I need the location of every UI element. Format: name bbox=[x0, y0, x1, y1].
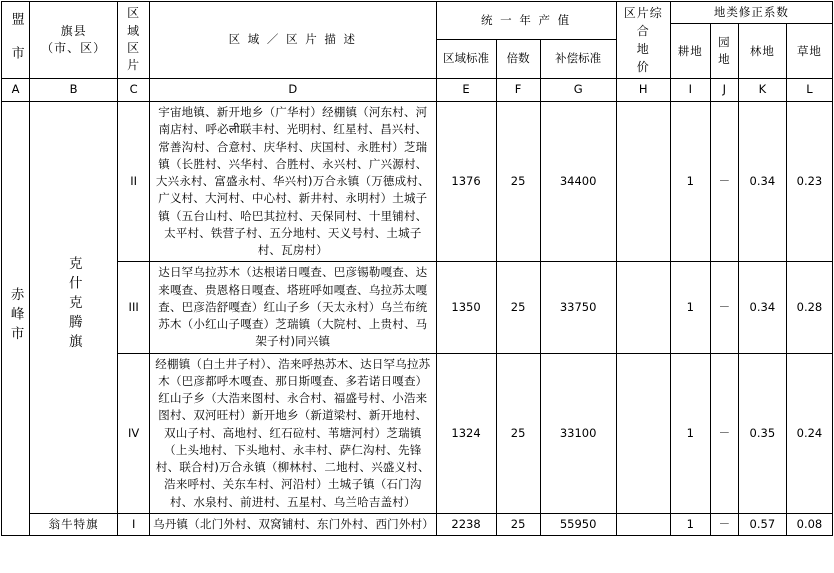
header-garden: 园地 bbox=[710, 24, 738, 79]
row-comprehensive-price bbox=[616, 353, 670, 513]
header-county bbox=[30, 2, 118, 79]
letter-b: B bbox=[30, 79, 118, 102]
row-multiple: 25 bbox=[496, 513, 540, 535]
table-row bbox=[2, 102, 833, 262]
row-garden: － bbox=[710, 353, 738, 513]
letter-g: G bbox=[540, 79, 616, 102]
row-multiple: 25 bbox=[496, 353, 540, 513]
letter-f: F bbox=[496, 79, 540, 102]
letter-a: A bbox=[2, 79, 30, 102]
row-county: 翁牛特旗 bbox=[30, 513, 118, 535]
row-area-standard: 1376 bbox=[436, 102, 496, 262]
header-row-top bbox=[2, 2, 833, 24]
row-city-label: 赤峰市 bbox=[7, 286, 24, 346]
row-comprehensive-price bbox=[616, 513, 670, 535]
header-land-coefficients: 地类修正系数 bbox=[670, 2, 832, 24]
row-county bbox=[30, 102, 118, 514]
row-multiple: 25 bbox=[496, 262, 540, 353]
letter-d: D bbox=[150, 79, 436, 102]
header-cultivated: 耕地 bbox=[670, 24, 710, 79]
row-county-label: 克什克腾旗 bbox=[65, 256, 82, 354]
table-row bbox=[2, 262, 833, 353]
row-forest: 0.35 bbox=[738, 353, 786, 513]
row-zone: II bbox=[118, 102, 150, 262]
header-zone bbox=[118, 2, 150, 79]
row-zone: IV bbox=[118, 353, 150, 513]
letter-i: I bbox=[670, 79, 710, 102]
row-compensation-standard: 34400 bbox=[540, 102, 616, 262]
row-cultivated: 1 bbox=[670, 262, 710, 353]
row-zone: I bbox=[118, 513, 150, 535]
row-garden: － bbox=[710, 262, 738, 353]
header-city-label: 盟 市 bbox=[8, 12, 24, 63]
letter-h: H bbox=[616, 79, 670, 102]
header-county-line1: 旗县 bbox=[60, 23, 87, 38]
row-grass: 0.28 bbox=[786, 262, 832, 353]
land-compensation-table bbox=[1, 1, 833, 536]
header-multiple: 倍数 bbox=[496, 39, 540, 79]
row-comprehensive-price bbox=[616, 262, 670, 353]
table-row bbox=[2, 513, 833, 535]
row-cultivated: 1 bbox=[670, 353, 710, 513]
row-compensation-standard: 33750 bbox=[540, 262, 616, 353]
row-area-standard: 1350 bbox=[436, 262, 496, 353]
row-compensation-standard: 55950 bbox=[540, 513, 616, 535]
header-compensation-standard: 补偿标准 bbox=[540, 39, 616, 79]
header-area-standard: 区域标准 bbox=[436, 39, 496, 79]
row-grass: 0.24 bbox=[786, 353, 832, 513]
column-letter-row bbox=[2, 79, 833, 102]
header-description: 区 域 ／ 区 片 描 述 bbox=[150, 2, 436, 79]
row-description: 乌丹镇（北门外村、双窝铺村、东门外村、西门外村） bbox=[150, 513, 436, 535]
header-comprehensive-price-line1: 区片综合 bbox=[623, 6, 663, 38]
letter-l: L bbox=[786, 79, 832, 102]
row-grass: 0.23 bbox=[786, 102, 832, 262]
header-county-line2: （市、区） bbox=[41, 41, 107, 55]
header-forest: 林地 bbox=[738, 24, 786, 79]
row-comprehensive-price bbox=[616, 102, 670, 262]
row-description: 达日罕乌拉苏木（达根诺日嘎查、巴彦锡勒嘎查、达来嘎查、贵恩格日嘎查、塔班呼如嘎查、乌拉苏太嘎查、巴彦浩舒嘎查）红山子乡（天太永村）乌兰布统苏木（小红山子嘎查）芝瑞镇（大院村、上贵村、马架子村)同兴镇 bbox=[150, 262, 436, 353]
row-forest: 0.57 bbox=[738, 513, 786, 535]
header-zone-line2: 区片 bbox=[127, 41, 141, 73]
row-forest: 0.34 bbox=[738, 102, 786, 262]
header-zone-line1: 区域 bbox=[127, 6, 141, 38]
row-cultivated: 1 bbox=[670, 102, 710, 262]
header-comprehensive-price-line2: 地 bbox=[636, 42, 650, 56]
row-forest: 0.34 bbox=[738, 262, 786, 353]
row-city bbox=[2, 102, 30, 536]
row-multiple: 25 bbox=[496, 102, 540, 262]
row-description: 经棚镇（白土井子村）、浩来呼热苏木、达日罕乌拉苏木（巴彦都呼木嘎查、那日斯嘎查、多若诺日嘎查）红山子乡（大浩来图村、永合村、福盛号村、小浩来图村、双河旺村）新开地乡（新道梁村、新开地村、双山子村、高地村、红石砬村、苇塘河村）芝瑞镇（上头地村、下头地村、永丰村、萨仁沟村、先锋村、联合村)万合永镇（柳林村、二地村、兴盛义村、浩来呼村、关东车村、河沿村）土城子镇（石门沟村、水泉村、前进村、五星村、乌兰哈吉盖村） bbox=[150, 353, 436, 513]
row-garden: － bbox=[710, 102, 738, 262]
header-unified-yield: 统 一 年 产 值 bbox=[436, 2, 616, 40]
header-grass: 草地 bbox=[786, 24, 832, 79]
row-description: 宇宙地镇、新开地乡（广华村）经棚镇（河东村、河南店村、呼必ली联丰村、光明村、红星村、昌兴村、常善沟村、合意村、庆华村、庆国村、永胜村）芝瑞镇（长胜村、兴华村、合胜村、永兴村、广兴源村、大兴永村、富盛永村、华兴村)万合永镇（万德成村、广义村、大河村、中心村、新井村、永明村）土城子镇（五台山村、哈巴其拉村、天保同村、十里铺村、太平村、铁营子村、五分地村、天义号村、土城子村、瓦房村） bbox=[150, 102, 436, 262]
letter-k: K bbox=[738, 79, 786, 102]
row-compensation-standard: 33100 bbox=[540, 353, 616, 513]
letter-c: C bbox=[118, 79, 150, 102]
row-cultivated: 1 bbox=[670, 513, 710, 535]
table-row bbox=[2, 353, 833, 513]
header-city bbox=[2, 2, 30, 79]
row-garden: － bbox=[710, 513, 738, 535]
row-zone: III bbox=[118, 262, 150, 353]
letter-e: E bbox=[436, 79, 496, 102]
header-comprehensive-price bbox=[616, 2, 670, 79]
header-comprehensive-price-line3: 价 bbox=[636, 60, 650, 74]
row-area-standard: 2238 bbox=[436, 513, 496, 535]
row-area-standard: 1324 bbox=[436, 353, 496, 513]
row-grass: 0.08 bbox=[786, 513, 832, 535]
letter-j: J bbox=[710, 79, 738, 102]
